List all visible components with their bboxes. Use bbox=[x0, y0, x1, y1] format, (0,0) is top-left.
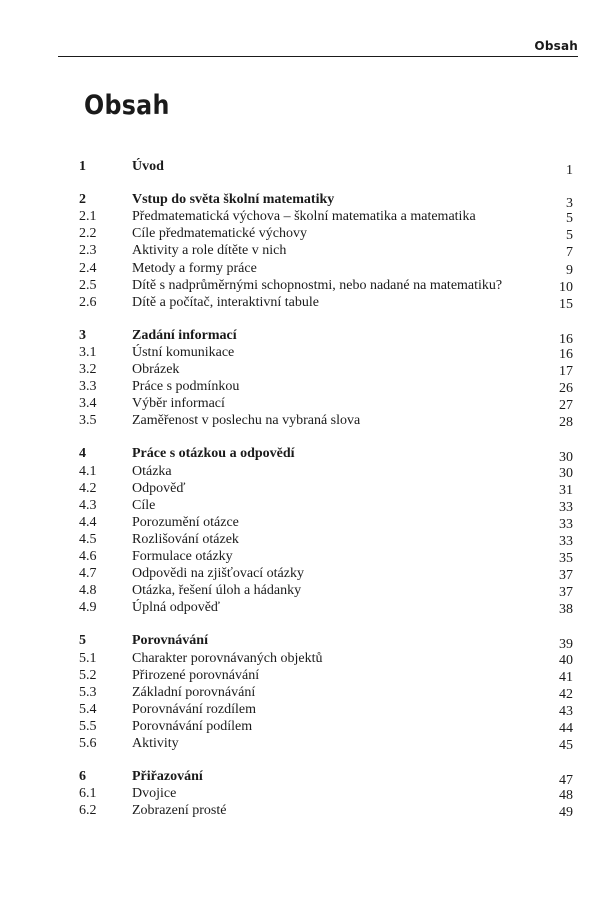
toc-section-entry bbox=[0, 718, 600, 735]
toc-entry-title: Charakter porovnávaných objektů bbox=[132, 650, 323, 666]
toc-entry-number: 5.2 bbox=[79, 667, 97, 683]
toc-entry-title: Formulace otázky bbox=[132, 549, 233, 564]
toc-entry-page: 41 bbox=[559, 669, 573, 685]
toc-section-entry bbox=[0, 582, 600, 599]
toc-entry-number: 6.1 bbox=[79, 786, 97, 802]
toc-section-entry bbox=[0, 650, 600, 667]
toc-section-entry bbox=[0, 294, 600, 311]
toc-entry-number: 2.6 bbox=[79, 294, 97, 310]
toc-entry-title: Odpovědi na zjišťovací otázky bbox=[132, 566, 304, 582]
toc-entry-page: 47 bbox=[559, 773, 573, 789]
toc-entry-page: 30 bbox=[559, 465, 573, 481]
toc-entry-title: Rozlišování otázek bbox=[132, 531, 239, 547]
toc-chapter-entry bbox=[0, 445, 600, 466]
toc-section-entry bbox=[0, 548, 600, 565]
toc-section-entry bbox=[0, 395, 600, 412]
toc-entry-number: 1 bbox=[79, 159, 86, 174]
toc-entry-number: 5.1 bbox=[79, 650, 97, 666]
toc-entry-page: 16 bbox=[559, 346, 573, 362]
toc-entry-number: 3.2 bbox=[79, 362, 97, 377]
toc-entry-title: Otázka, řešení úloh a hádanky bbox=[132, 583, 302, 599]
toc-entry-title: Porovnávání podílem bbox=[132, 718, 253, 734]
toc-section-entry bbox=[0, 361, 600, 378]
toc-entry-page: 27 bbox=[559, 398, 573, 414]
toc-entry-page: 45 bbox=[559, 738, 573, 753]
toc-entry-title: Aktivity a role dítěte v nich bbox=[132, 243, 287, 259]
toc-entry-number: 2.3 bbox=[79, 243, 97, 259]
toc-entry-title: Metody a formy práce bbox=[132, 260, 257, 276]
toc-entry-title: Otázka bbox=[132, 463, 172, 479]
toc-entry-title: Aktivity bbox=[132, 736, 179, 751]
toc-entry-title: Úvod bbox=[132, 159, 164, 174]
toc-entry-page: 38 bbox=[559, 602, 573, 618]
toc-entry-title: Dvojice bbox=[132, 786, 177, 802]
toc-entry-title: Úplná odpověď bbox=[132, 600, 220, 616]
toc-entry-title: Dítě s nadprůměrnými schopnostmi, nebo nadané na matematiku? bbox=[132, 277, 503, 293]
toc-entry-title: Výběr informací bbox=[132, 396, 225, 412]
toc-entry-title: Dítě a počítač, interaktivní tabule bbox=[132, 294, 319, 310]
toc-section-entry bbox=[0, 684, 600, 701]
toc-entry-page: 33 bbox=[559, 499, 573, 515]
toc-entry-number: 5 bbox=[79, 633, 86, 649]
toc-entry-number: 3 bbox=[79, 327, 86, 343]
toc-entry-number: 4.6 bbox=[79, 549, 97, 564]
toc-entry-number: 6.2 bbox=[79, 803, 97, 819]
toc-chapter-entry bbox=[0, 768, 600, 789]
toc-entry-number: 5.6 bbox=[79, 736, 97, 751]
running-head-text: Obsah bbox=[534, 39, 578, 53]
toc-entry-title: Obrázek bbox=[132, 362, 180, 377]
toc-entry-page: 40 bbox=[559, 652, 573, 668]
toc-entry-number: 4.3 bbox=[79, 497, 97, 513]
toc-entry-title: Vstup do světa školní matematiky bbox=[132, 192, 335, 208]
toc-section-entry bbox=[0, 531, 600, 548]
toc-entry-page: 5 bbox=[566, 228, 573, 244]
toc-section-entry bbox=[0, 344, 600, 361]
toc-entry-page: 3 bbox=[566, 196, 573, 212]
toc-entry-number: 2.2 bbox=[79, 226, 97, 242]
toc-section-entry bbox=[0, 260, 600, 277]
toc-section-entry bbox=[0, 514, 600, 531]
toc-section-entry bbox=[0, 599, 600, 616]
toc-entry-number: 2.5 bbox=[79, 277, 97, 293]
toc-section-entry bbox=[0, 277, 600, 294]
toc-entry-title: Zobrazení prosté bbox=[132, 803, 227, 819]
toc-section-entry bbox=[0, 463, 600, 480]
toc-entry-number: 4.8 bbox=[79, 583, 97, 599]
page-title: Obsah bbox=[84, 90, 170, 121]
toc-entry-page: 37 bbox=[559, 568, 573, 584]
toc-entry-title: Přirozené porovnávání bbox=[132, 667, 260, 683]
toc-chapter-entry bbox=[0, 191, 600, 212]
toc-entry-title: Porozumění otázce bbox=[132, 514, 239, 530]
toc-entry-page: 17 bbox=[559, 364, 573, 379]
toc-section-entry bbox=[0, 701, 600, 718]
toc-section-entry bbox=[0, 802, 600, 819]
toc-entry-title: Práce s otázkou a odpovědí bbox=[132, 446, 295, 462]
toc-entry-title: Porovnávání bbox=[132, 633, 208, 649]
toc-entry-number: 5.4 bbox=[79, 701, 97, 717]
toc-entry-page: 33 bbox=[559, 516, 573, 532]
toc-entry-number: 3.4 bbox=[79, 396, 97, 412]
toc-section-entry bbox=[0, 412, 600, 429]
toc-entry-number: 4.7 bbox=[79, 566, 97, 582]
toc-entry-page: 33 bbox=[559, 533, 573, 549]
toc-entry-page: 37 bbox=[559, 585, 573, 601]
toc-entry-page: 1 bbox=[566, 163, 573, 178]
toc-entry-title: Zadání informací bbox=[132, 327, 237, 343]
toc-section-entry bbox=[0, 378, 600, 395]
toc-entry-page: 7 bbox=[566, 245, 573, 261]
toc-entry-number: 2.1 bbox=[79, 209, 97, 225]
toc-entry-number: 2.4 bbox=[79, 260, 97, 276]
toc-chapter-entry bbox=[0, 327, 600, 347]
toc-entry-page: 35 bbox=[559, 551, 573, 566]
toc-entry-title: Cíle předmatematické výchovy bbox=[132, 226, 307, 242]
toc-entry-page: 5 bbox=[566, 211, 573, 227]
toc-section-entry bbox=[0, 735, 600, 752]
toc-section-entry bbox=[0, 565, 600, 582]
toc-section-entry bbox=[0, 225, 600, 242]
toc-section-entry bbox=[0, 242, 600, 259]
toc-entry-page: 26 bbox=[559, 381, 573, 397]
toc-entry-page: 43 bbox=[559, 703, 573, 719]
toc-entry-page: 49 bbox=[559, 805, 573, 821]
toc-entry-page: 16 bbox=[559, 331, 573, 347]
toc-entry-title: Přiřazování bbox=[132, 769, 203, 785]
toc-entry-page: 9 bbox=[566, 262, 573, 278]
toc-entry-number: 4.2 bbox=[79, 480, 97, 496]
toc-entry-number: 4.4 bbox=[79, 514, 97, 530]
toc-entry-page: 10 bbox=[559, 279, 573, 295]
toc-entry-page: 39 bbox=[559, 637, 573, 653]
toc-entry-title: Cíle bbox=[132, 497, 156, 513]
toc-section-entry bbox=[0, 480, 600, 497]
toc-chapter-entry bbox=[0, 632, 600, 653]
toc-entry-number: 5.5 bbox=[79, 718, 97, 734]
toc-entry-page: 48 bbox=[559, 788, 573, 804]
toc-entry-number: 2 bbox=[79, 192, 86, 208]
toc-entry-title: Porovnávání rozdílem bbox=[132, 701, 257, 717]
toc-section-entry bbox=[0, 785, 600, 802]
toc-section-entry bbox=[0, 667, 600, 684]
toc-entry-page: 30 bbox=[559, 450, 573, 466]
toc-section-entry bbox=[0, 497, 600, 514]
toc-entry-number: 4.9 bbox=[79, 600, 97, 616]
toc-entry-number: 4.1 bbox=[79, 463, 97, 479]
toc-entry-title: Ústní komunikace bbox=[132, 344, 235, 360]
toc-section-entry bbox=[0, 208, 600, 225]
toc-entry-title: Základní porovnávání bbox=[132, 684, 256, 700]
toc-entry-number: 3.3 bbox=[79, 379, 97, 395]
toc-entry-page: 15 bbox=[559, 296, 573, 312]
toc-entry-page: 44 bbox=[559, 720, 573, 736]
toc-entry-page: 31 bbox=[559, 482, 573, 498]
toc-entry-title: Práce s podmínkou bbox=[132, 379, 240, 395]
toc-entry-number: 6 bbox=[79, 769, 86, 785]
toc-entry-number: 5.3 bbox=[79, 684, 97, 700]
toc-entry-title: Zaměřenost v poslechu na vybraná slova bbox=[132, 413, 361, 429]
toc-chapter-entry bbox=[0, 158, 600, 178]
toc-entry-number: 4.5 bbox=[79, 531, 97, 547]
toc-entry-title: Předmatematická výchova – školní matematika a matematika bbox=[132, 209, 476, 225]
toc-entry-page: 28 bbox=[559, 415, 573, 431]
toc-entry-title: Odpověď bbox=[132, 480, 186, 496]
toc-entry-number: 4 bbox=[79, 446, 86, 462]
toc-entry-number: 3.1 bbox=[79, 344, 97, 360]
toc-entry-number: 3.5 bbox=[79, 413, 97, 429]
toc-entry-page: 42 bbox=[559, 686, 573, 702]
